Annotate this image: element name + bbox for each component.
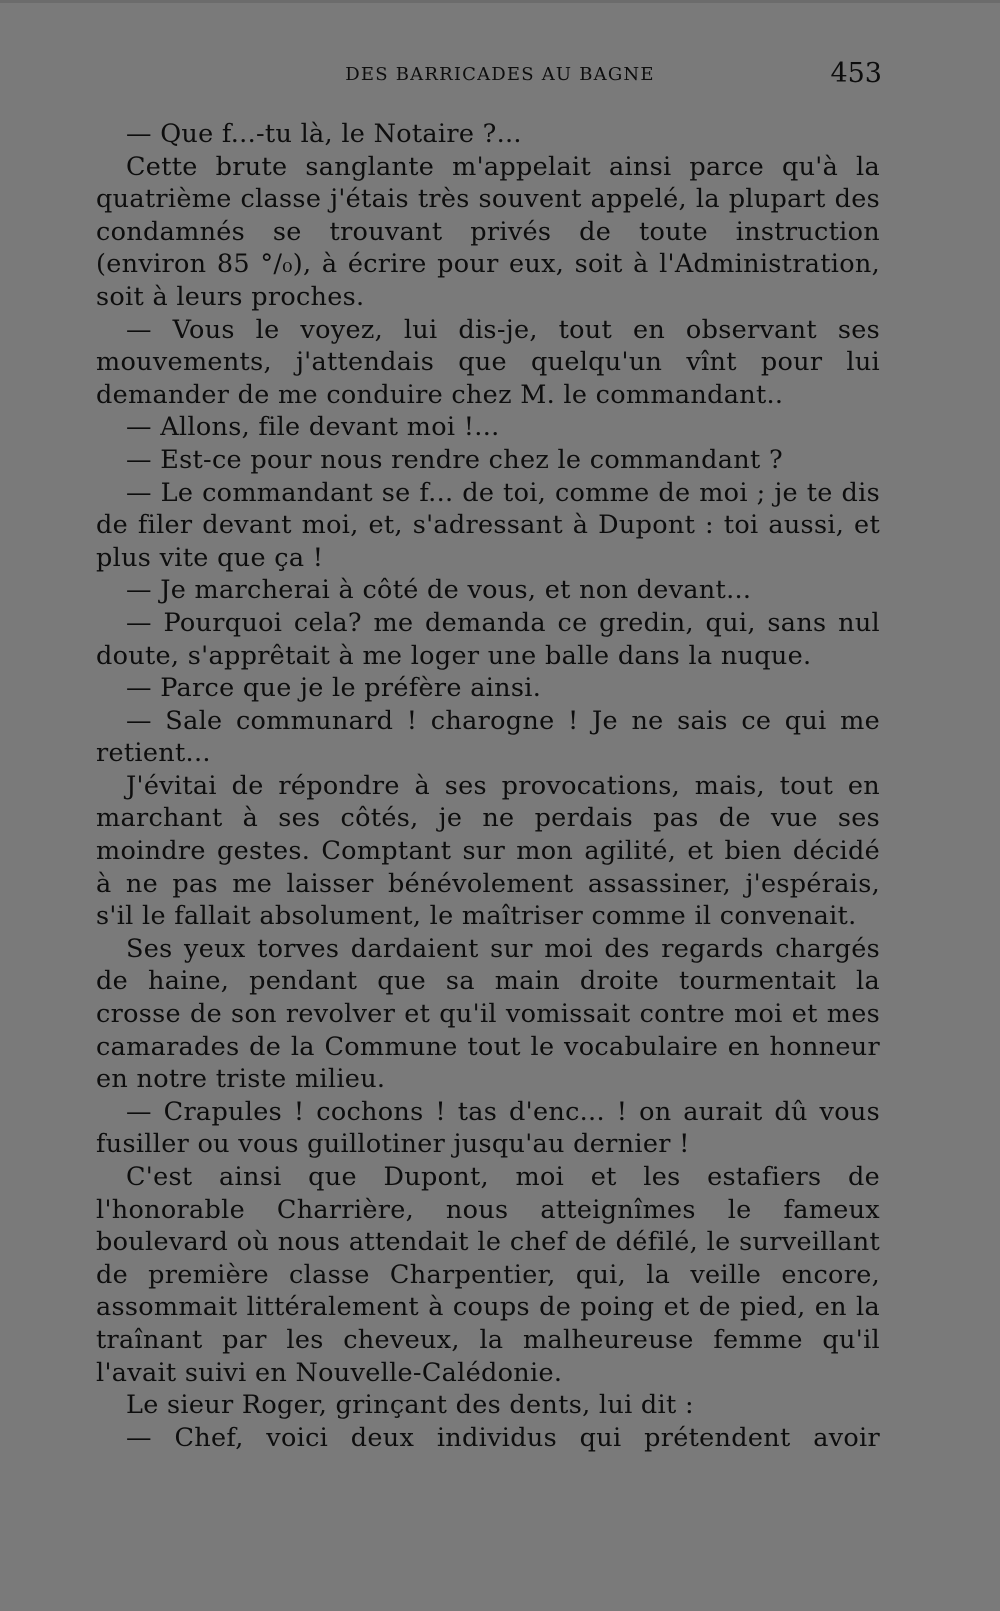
paragraph: — Que f...-tu là, le Notaire ?... — [126, 119, 522, 149]
paragraph: — Allons, file devant moi !... — [126, 412, 500, 443]
paragraph: Ses yeux torves dardaient sur moi des regards chargés de haine, pendant que sa main droite tourmentait la crosse de son revolver et qu'il vomissait contre moi et mes camarades de la Commune tout le vocabulaire en honneur en notre triste milieu. — [96, 933, 880, 1095]
paragraph: — Sale communard ! charogne ! Je ne sais ce qui me retient... — [96, 705, 880, 769]
paragraph: — Est-ce pour nous rendre chez le commandant ? — [126, 444, 783, 475]
paragraph: — Vous le voyez, lui dis-je, tout en observant ses mouvements, j'attendais que quelqu'un vînt pour lui demander de me conduire chez M. le commandant.. — [96, 314, 880, 410]
paragraph: — Pourquoi cela? me demanda ce gredin, qui, sans nul doute, s'apprêtait à me loger une balle dans la nuque. — [96, 607, 880, 671]
running-head — [0, 58, 1000, 98]
paragraph: Cette brute sanglante m'appelait ainsi parce qu'à la quatrième classe j'étais très souvent appelé, la plupart des condamnés se trouvant privés de toute instruction (environ 85 °/₀), à écrire pour eux, soit à l'Administration, soit à leurs proches. — [96, 151, 880, 312]
paragraph: Le sieur Roger, grinçant des dents, lui dit : — [126, 1390, 694, 1421]
paragraph: — Parce que je le préfère ainsi. — [126, 673, 542, 704]
body-text — [96, 118, 880, 1454]
paragraph: — Le commandant se f... de toi, comme de moi ; je te dis de filer devant moi, et, s'adressant à Dupont : toi aussi, et plus vite que ça ! — [96, 477, 880, 573]
paragraph: — Je marcherai à côté de vous, et non devant... — [126, 575, 752, 606]
paragraph: — Chef, voici deux individus qui prétendent avoir — [126, 1422, 880, 1453]
page-number: 453 — [830, 58, 882, 89]
scan-top-edge — [0, 0, 1000, 3]
paragraph: J'évitai de répondre à ses provocations, mais, tout en marchant à ses côtés, je ne perdais pas de vue ses moindre gestes. Comptant sur mon agilité, et bien décidé à ne pas me laisser bénévolement assassiner, j'espérais, s'il le fallait absolument, le maîtriser comme il convenait. — [96, 770, 880, 932]
running-title: DES BARRICADES AU BAGNE — [345, 64, 655, 85]
paragraph: — Crapules ! cochons ! tas d'enc... ! on aurait dû vous fusiller ou vous guillotiner jusqu'au dernier ! — [96, 1096, 880, 1160]
paragraph: C'est ainsi que Dupont, moi et les estafiers de l'honorable Charrière, nous atteignîmes le fameux boulevard où nous attendait le chef de défilé, le surveillant de première classe Charpentier, qui, la veille encore, assommait littéralement à coups de poing et de pied, en la traînant par les cheveux, la malheureuse femme qu'il l'avait suivi en Nouvelle-Calédonie. — [96, 1162, 880, 1388]
